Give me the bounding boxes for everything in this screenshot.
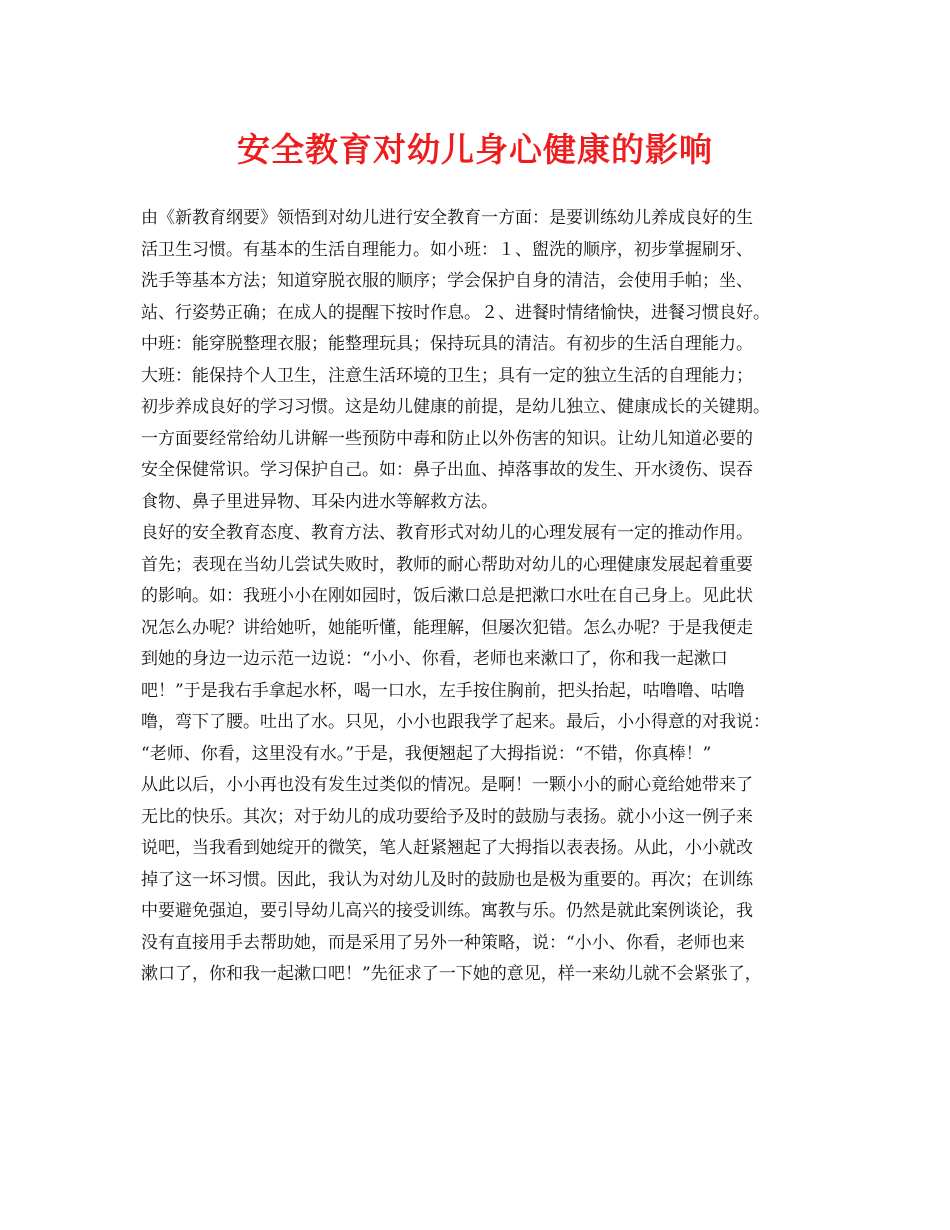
body-line: 初步养成良好的学习习惯。这是幼儿健康的前提，是幼儿独立、健康成长的关键期。: [141, 397, 770, 417]
body-line: 没有直接用手去帮助她，而是采用了另外一种策略，说：“小小、你看，老师也来: [141, 932, 745, 953]
body-line: 安全保健常识。学习保护自己。如：鼻子出血、掉落事故的发生、开水烫伤、误吞: [141, 460, 753, 480]
body-line: 食物、鼻子里进异物、耳朵内进水等解救方法。: [141, 491, 498, 512]
body-line: 到她的身边一边示范一边说：“小小、你看，老师也来漱口了，你和我一起漱口: [141, 649, 728, 669]
body-line: 首先；表现在当幼儿尝试失败时，教师的耐心帮助对幼儿的心理健康发展起着重要: [141, 554, 753, 575]
body-line: 良好的安全教育态度、教育方法、教育形式对幼儿的心理发展有一定的推动作用。: [141, 523, 753, 543]
body-line: 漱口了，你和我一起漱口吧！”先征求了一下她的意见，样一来幼儿就不会紧张了，: [141, 964, 762, 984]
body-line: 无比的快乐。其次；对于幼儿的成功要给予及时的鼓励与表扬。就小小这一例子来: [141, 806, 753, 827]
body-line: 说吧，当我看到她绽开的微笑，笔人赶紧翘起了大拇指以表表扬。从此，小小就改: [141, 838, 753, 858]
body-line: 从此以后，小小再也没有发生过类似的情况。是啊！一颗小小的耐心竟给她带来了: [141, 775, 753, 795]
body-line: 洗手等基本方法；知道穿脱衣服的顺序；学会保护自身的清洁，会使用手帕；坐、: [141, 271, 753, 291]
body-line: 由《新教育纲要》领悟到对幼儿进行安全教育一方面：是要训练幼儿养成良好的生: [141, 208, 753, 228]
document-body: [141, 203, 841, 991]
body-line: 噜，弯下了腰。吐出了水。只见，小小也跟我学了起来。最后，小小得意的对我说：: [141, 712, 770, 732]
body-line: 的影响。如：我班小小在刚如园时，饭后漱口总是把漱口水吐在自己身上。见此状: [141, 586, 753, 606]
body-line: “老师、你看，这里没有水。”于是，我便翘起了大拇指说：“不错，你真棒！”: [141, 743, 712, 764]
body-line: 掉了这一坏习惯。因此，我认为对幼儿及时的鼓励也是极为重要的。再次；在训练: [141, 869, 753, 890]
body-line: 中要避免强迫，要引导幼儿高兴的接受训练。寓教与乐。仍然是就此案例谈论，我: [141, 901, 753, 921]
body-line: 站、行姿势正确；在成人的提醒下按时作息。２、进餐时情绪愉快，进餐习惯良好。: [141, 302, 770, 323]
body-line: 况怎么办呢？讲给她听，她能听懂，能理解，但屡次犯错。怎么办呢？于是我便走: [141, 617, 753, 638]
body-line: 一方面要经常给幼儿讲解一些预防中毒和防止以外伤害的知识。让幼儿知道必要的: [141, 428, 753, 449]
body-line: 吧！”于是我右手拿起水杯，喝一口水，左手按住胸前，把头抬起，咕噜噜、咕噜: [141, 680, 745, 701]
body-line: 活卫生习惯。有基本的生活自理能力。如小班：１、盥洗的顺序，初步掌握刷牙、: [141, 239, 753, 260]
body-line: 大班：能保持个人卫生，注意生活环境的卫生；具有一定的独立生活的自理能力；: [141, 365, 753, 386]
document-title: 安全教育对幼儿身心健康的影响: [237, 130, 713, 169]
body-line: 中班：能穿脱整理衣服；能整理玩具；保持玩具的清洁。有初步的生活自理能力。: [141, 334, 753, 354]
